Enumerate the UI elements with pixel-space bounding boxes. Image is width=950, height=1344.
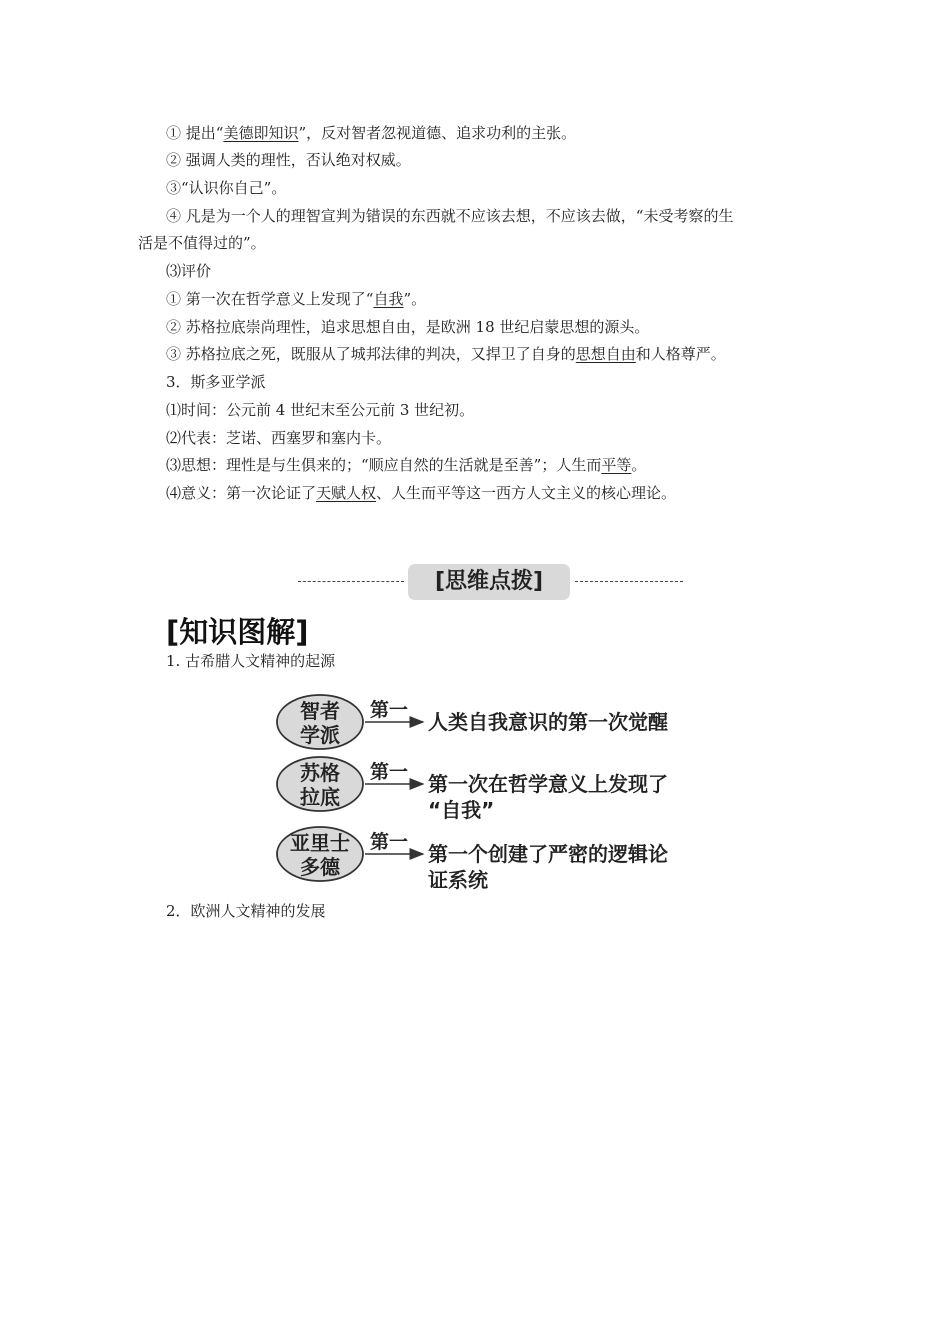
text-line: ④ 凡是为一个人的理智宣判为错误的东西就不应该去想，不应该去做，“未受考察的生 [166, 207, 734, 225]
text-line: ③“认识你自己”。 [166, 179, 287, 197]
underlined-term: 思想自由 [575, 345, 636, 363]
text-line: ③ 苏格拉底之死，既服从了城邦法律的判决，又捍卫了自身的思想自由和人格尊严。 [166, 345, 726, 363]
text-line: ⑴时间：公元前 4 世纪末至公元前 3 世纪初。 [166, 401, 475, 419]
diagram-description: 人类自我意识的第一次觉醒 [428, 710, 668, 734]
arrow-label: 第一 [370, 761, 409, 783]
text-line: ② 苏格拉底崇尚理性，追求思想自由，是欧洲 18 世纪启蒙思想的源头。 [166, 318, 650, 336]
oval-label: 亚里士 [290, 831, 350, 855]
diagram-description: “自我” [428, 798, 495, 822]
underlined-term: 自我 [373, 290, 404, 308]
underlined-term: 天赋人权 [316, 484, 377, 502]
underlined-term: 平等 [601, 456, 632, 474]
diagram-description: 第一次在哲学意义上发现了 [428, 772, 668, 796]
arrow-label: 第一 [370, 831, 409, 853]
oval-label: 智者 [300, 699, 340, 723]
knowledge-diagram [270, 688, 710, 898]
text-line: ② 强调人类的理性，否认绝对权威。 [166, 151, 411, 169]
text-line: 3．斯多亚学派 [166, 373, 266, 391]
text-line: ⑶思想：理性是与生俱来的；“顺应自然的生活就是至善”；人生而平等。 [166, 456, 647, 474]
text-line: ⑷意义：第一次论证了天赋人权、人生而平等这一西方人文主义的核心理论。 [166, 484, 677, 502]
section-title: [知识图解] [166, 615, 309, 649]
banner-title: [思维点拨] [408, 564, 570, 600]
text-line: ⑵代表：芝诺、西塞罗和塞内卡。 [166, 429, 392, 447]
text-line: ① 提出“美德即知识”，反对智者忽视道德、追求功利的主张。 [166, 124, 577, 142]
underlined-term: 美德即知识 [223, 124, 299, 142]
dashed-rule-right [575, 581, 683, 582]
diagram-description: 证系统 [428, 868, 488, 892]
text-line: ① 第一次在哲学意义上发现了“自我”。 [166, 290, 427, 308]
text-line: ⑶评价 [166, 262, 212, 280]
section-banner [298, 562, 683, 602]
diagram-description: 第一个创建了严密的逻辑论 [428, 842, 668, 866]
oval-label: 学派 [300, 723, 340, 747]
oval-label: 苏格 [300, 761, 340, 785]
text-line: 活是不值得过的”。 [138, 234, 266, 252]
oval-label: 多德 [300, 855, 340, 879]
subheading: 2．欧洲人文精神的发展 [166, 902, 326, 920]
oval-label: 拉底 [300, 785, 340, 809]
dashed-rule-left [298, 581, 404, 582]
arrow-label: 第一 [370, 699, 409, 721]
subheading: 1. 古希腊人文精神的起源 [166, 652, 336, 670]
